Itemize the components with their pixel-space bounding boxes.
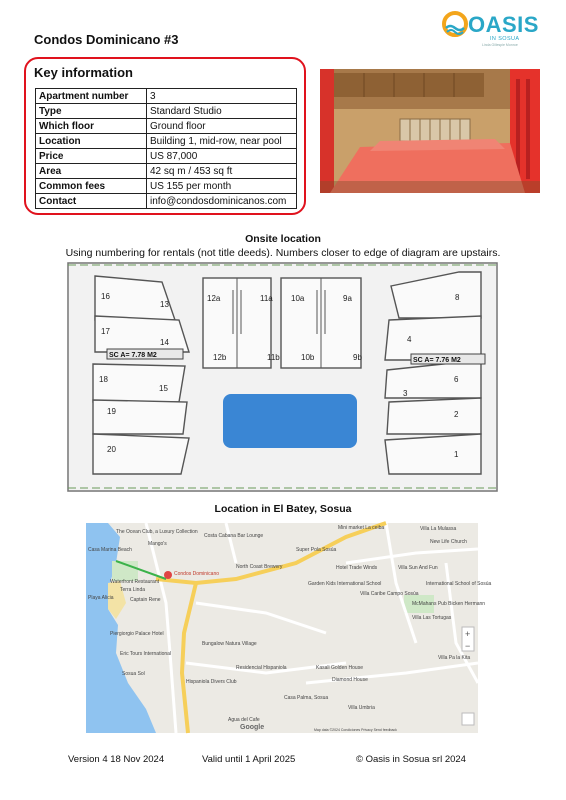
- map-label: Hispaniola Divers Club: [186, 679, 237, 685]
- unit-12b: 12b: [213, 353, 227, 362]
- map-label: Agua del Cafe: [228, 717, 260, 723]
- row-label: Area: [36, 164, 147, 179]
- row-label: Contact: [36, 194, 147, 209]
- map-pin-icon[interactable]: [164, 571, 172, 579]
- map-label: Villa Caribe Campo Sosúa: [360, 591, 419, 597]
- zoom-out-icon[interactable]: −: [465, 641, 471, 651]
- map-label: McMahans Pub Bicken Hermann: [412, 601, 486, 607]
- map-canvas: [86, 523, 492, 733]
- unit-11a: 11a: [260, 294, 273, 303]
- document-title: Condos Dominicano #3: [34, 32, 179, 47]
- unit-19: 19: [107, 407, 116, 416]
- site-plan: [67, 262, 498, 492]
- row-label: Common fees: [36, 179, 147, 194]
- sc-label-left: SC A= 7.78 M2: [109, 352, 157, 359]
- table-row: [36, 179, 297, 194]
- map-attribution: Map data ©2024 Condiciones Privacy Send feedback: [314, 728, 397, 732]
- row-label: Location: [36, 134, 147, 149]
- oasis-logo: [440, 10, 540, 48]
- map-label: International School of Sosúa: [426, 581, 492, 587]
- unit-9a: 9a: [343, 294, 352, 303]
- logo-word: OASIS: [468, 12, 539, 37]
- row-label: Type: [36, 104, 147, 119]
- unit-10a: 10a: [291, 294, 305, 303]
- unit-2: 2: [454, 410, 459, 419]
- map-label: Villa Las Tortugas: [412, 615, 452, 621]
- row-value: Standard Studio: [147, 104, 297, 119]
- row-label: Which floor: [36, 119, 147, 134]
- row-value: Building 1, mid-row, near pool: [147, 134, 297, 149]
- table-row: [36, 194, 297, 209]
- unit-1: 1: [454, 450, 459, 459]
- unit-6: 6: [454, 375, 459, 384]
- map-label: Piergiorgio Palace Hotel: [110, 631, 164, 637]
- row-value: US 87,000: [147, 149, 297, 164]
- map-label: Villa La Mulassa: [420, 526, 457, 532]
- footer-version: Version 4 18 Nov 2024: [68, 754, 165, 765]
- map-title: Location in El Batey, Sosua: [214, 503, 352, 515]
- unit-10b: 10b: [301, 353, 315, 362]
- unit-15: 15: [159, 384, 168, 393]
- row-value: US 155 per month: [147, 179, 297, 194]
- map-label: Costa Cabana Bar Lounge: [204, 533, 264, 539]
- row-value: Ground floor: [147, 119, 297, 134]
- map-label: Garden Kids International School: [308, 581, 382, 587]
- row-label: Price: [36, 149, 147, 164]
- google-logo: Google: [240, 724, 265, 731]
- map-label: Mango's: [148, 541, 167, 547]
- contact-email[interactable]: info@condosdominicanos.com: [147, 194, 297, 209]
- map-label: North Coast Brewery: [236, 564, 283, 570]
- logo-tagline: Linda Gillespie Monroe: [482, 43, 518, 47]
- table-row: [36, 119, 297, 134]
- map-label-condos: Condos Dominicano: [174, 571, 220, 577]
- unit-12a: 12a: [207, 294, 221, 303]
- map-label: Villa Sun And Fun: [398, 565, 438, 571]
- unit-17: 17: [101, 327, 110, 336]
- location-map[interactable]: [86, 523, 492, 733]
- row-value: 42 sq m / 453 sq ft: [147, 164, 297, 179]
- map-label: Residencial Hispaniola: [236, 665, 287, 671]
- map-label: New Life Church: [430, 539, 467, 545]
- unit-18: 18: [99, 375, 108, 384]
- map-label: Mini market La ceiba: [338, 525, 385, 531]
- table-row: [36, 149, 297, 164]
- table-row: [36, 104, 297, 119]
- map-label: Bungalow Natura Village: [202, 641, 257, 647]
- footer-valid: Valid until 1 April 2025: [202, 754, 296, 765]
- map-controls: [462, 713, 474, 725]
- onsite-title: Onsite location: [245, 233, 321, 245]
- unit-13: 13: [160, 300, 169, 309]
- map-label: Waterfront Restaurant: [110, 579, 160, 585]
- unit-11b: 11b: [267, 353, 280, 362]
- unit-8: 8: [455, 293, 460, 302]
- map-label: Super Pola Sosúa: [296, 547, 337, 553]
- sun-wave-icon: [440, 10, 470, 40]
- key-info-table: [35, 88, 297, 209]
- unit-16: 16: [101, 292, 110, 301]
- map-label: Eric Tours International: [120, 651, 172, 657]
- map-label: Villa Umbria: [348, 705, 375, 711]
- map-label: Casa Palma, Sosua: [284, 695, 329, 701]
- unit-14: 14: [160, 338, 169, 347]
- bedroom-photo: [320, 69, 540, 193]
- zoom-in-icon[interactable]: +: [465, 629, 471, 639]
- map-label: Kasali Golden House: [316, 665, 363, 671]
- row-value: 3: [147, 89, 297, 104]
- map-label: Playa Alicia: [88, 595, 114, 601]
- key-info-heading: Key information: [34, 65, 133, 80]
- map-label: Captain Rene: [130, 597, 161, 603]
- map-label: Sosua Sol: [122, 671, 145, 677]
- unit-9b: 9b: [353, 353, 362, 362]
- row-label: Apartment number: [36, 89, 147, 104]
- table-row: [36, 164, 297, 179]
- map-label: Hotel Trade Winds: [336, 565, 378, 571]
- map-label: Diamond House: [332, 677, 368, 683]
- unit-4: 4: [407, 335, 412, 344]
- onsite-subtitle: Using numbering for rentals (not title deeds). Numbers closer to edge of diagram are upstairs.: [65, 247, 501, 259]
- pool: [223, 394, 357, 448]
- footer-copyright: © Oasis in Sosua srl 2024: [356, 754, 466, 765]
- map-label: Terra Linda: [120, 587, 146, 593]
- map-label: The Ocean Club, a Luxury Collection: [116, 529, 198, 535]
- unit-20: 20: [107, 445, 116, 454]
- sc-label-right: SC A= 7.76 M2: [413, 357, 461, 364]
- logo-sub: IN SOSUA: [490, 36, 520, 42]
- map-label: Casa Marina Beach: [88, 547, 132, 553]
- map-label: Villa Pa la Kita: [438, 655, 471, 661]
- table-row: [36, 89, 297, 104]
- table-row: [36, 134, 297, 149]
- unit-3: 3: [403, 389, 408, 398]
